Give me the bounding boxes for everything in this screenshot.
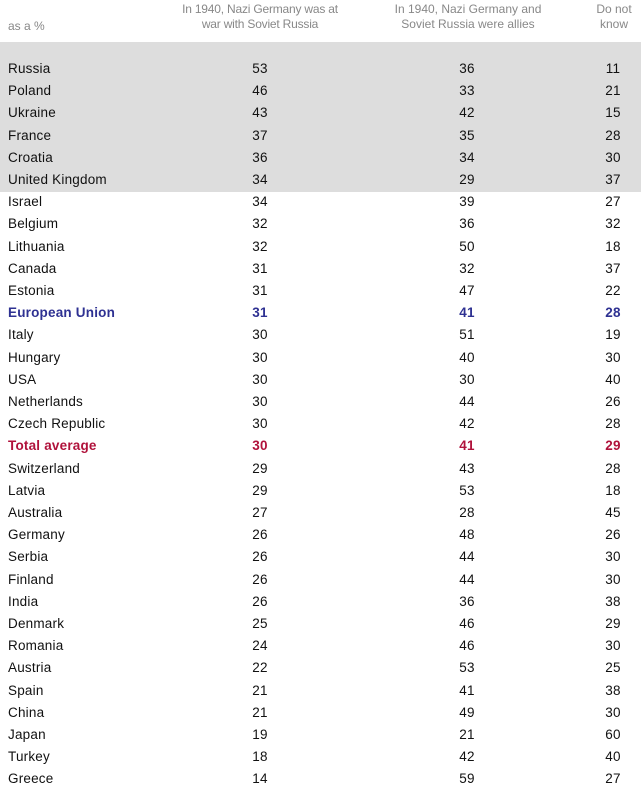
table-row xyxy=(0,302,641,324)
row-label: Turkey xyxy=(8,749,50,765)
value-at-war: 31 xyxy=(252,260,268,276)
value-allies: 42 xyxy=(459,105,475,121)
value-do-not-know: 45 xyxy=(605,505,621,520)
row-label: Lithuania xyxy=(8,238,65,254)
value-at-war: 30 xyxy=(252,371,268,387)
value-allies: 29 xyxy=(459,172,475,187)
value-do-not-know: 30 xyxy=(605,149,621,165)
row-label: Serbia xyxy=(8,549,49,565)
row-label: Netherlands xyxy=(8,394,83,409)
row-label: United Kingdom xyxy=(8,172,107,187)
table-row xyxy=(0,102,641,124)
value-allies: 44 xyxy=(459,571,475,587)
row-label: Finland xyxy=(8,571,54,587)
column-header-allies: In 1940, Nazi Germany and Soviet Russia were allies xyxy=(394,2,542,31)
value-do-not-know: 19 xyxy=(605,327,621,343)
row-label: Greece xyxy=(8,771,54,787)
value-allies: 32 xyxy=(459,260,475,276)
value-allies: 44 xyxy=(459,394,475,409)
row-label: India xyxy=(8,593,39,609)
table-row xyxy=(0,391,641,413)
table-row xyxy=(0,524,641,546)
value-allies: 47 xyxy=(459,283,475,298)
table-row xyxy=(0,169,641,191)
value-at-war: 53 xyxy=(252,61,268,76)
row-label: Switzerland xyxy=(8,460,80,476)
table-row xyxy=(0,58,641,80)
value-do-not-know: 28 xyxy=(605,460,621,476)
value-at-war: 34 xyxy=(252,172,268,187)
value-do-not-know: 30 xyxy=(605,349,621,365)
row-label: Germany xyxy=(8,527,65,543)
value-do-not-know: 25 xyxy=(605,660,621,676)
table-row xyxy=(0,80,641,102)
table-row xyxy=(0,347,641,369)
table-row xyxy=(0,546,641,568)
value-at-war: 30 xyxy=(252,416,268,432)
value-do-not-know: 29 xyxy=(605,438,621,454)
value-allies: 34 xyxy=(459,149,475,165)
value-allies: 46 xyxy=(459,616,475,631)
value-allies: 33 xyxy=(459,83,475,99)
column-header-do-not-know: Do not know xyxy=(596,2,632,31)
row-label: Italy xyxy=(8,327,34,343)
row-label: Australia xyxy=(8,505,63,520)
value-allies: 21 xyxy=(459,727,475,742)
value-at-war: 26 xyxy=(252,593,268,609)
value-at-war: 29 xyxy=(252,460,268,476)
value-do-not-know: 18 xyxy=(605,238,621,254)
row-label: Japan xyxy=(8,727,46,742)
table-row xyxy=(0,458,641,480)
table-row xyxy=(0,569,641,591)
value-allies: 41 xyxy=(459,438,475,454)
value-at-war: 30 xyxy=(252,394,268,409)
value-allies: 51 xyxy=(459,327,475,343)
value-at-war: 18 xyxy=(252,749,268,765)
table-row xyxy=(0,657,641,679)
value-allies: 35 xyxy=(459,127,475,143)
value-do-not-know: 29 xyxy=(605,616,621,631)
value-do-not-know: 40 xyxy=(605,749,621,765)
row-label: Romania xyxy=(8,638,64,654)
value-at-war: 30 xyxy=(252,438,268,454)
value-at-war: 25 xyxy=(252,616,268,631)
row-label: Spain xyxy=(8,682,44,698)
value-do-not-know: 26 xyxy=(605,394,621,409)
value-at-war: 22 xyxy=(252,660,268,676)
value-allies: 41 xyxy=(459,305,475,321)
value-do-not-know: 37 xyxy=(605,260,621,276)
value-at-war: 21 xyxy=(252,682,268,698)
row-label: Ukraine xyxy=(8,105,56,121)
table-row xyxy=(0,746,641,768)
value-at-war: 26 xyxy=(252,571,268,587)
table-row xyxy=(0,435,641,457)
value-at-war: 21 xyxy=(252,704,268,720)
table-row xyxy=(0,724,641,746)
value-do-not-know: 28 xyxy=(605,416,621,432)
value-allies: 39 xyxy=(459,194,475,210)
value-at-war: 34 xyxy=(252,194,268,210)
value-allies: 42 xyxy=(459,749,475,765)
value-at-war: 24 xyxy=(252,638,268,654)
row-label: Latvia xyxy=(8,482,46,498)
value-do-not-know: 26 xyxy=(605,527,621,543)
value-do-not-know: 27 xyxy=(605,771,621,787)
value-do-not-know: 30 xyxy=(605,638,621,654)
value-at-war: 29 xyxy=(252,482,268,498)
row-label: China xyxy=(8,704,45,720)
table-row xyxy=(0,236,641,258)
row-label: France xyxy=(8,127,52,143)
value-allies: 36 xyxy=(459,593,475,609)
value-at-war: 27 xyxy=(252,505,268,520)
value-allies: 36 xyxy=(459,61,475,76)
row-label: Russia xyxy=(8,61,51,76)
value-allies: 28 xyxy=(459,505,475,520)
table-row xyxy=(0,125,641,147)
table-row xyxy=(0,768,641,790)
table-row xyxy=(0,613,641,635)
value-at-war: 30 xyxy=(252,349,268,365)
value-do-not-know: 30 xyxy=(605,571,621,587)
value-do-not-know: 27 xyxy=(605,194,621,210)
table-row xyxy=(0,635,641,657)
value-do-not-know: 21 xyxy=(605,83,621,99)
value-allies: 53 xyxy=(459,660,475,676)
value-at-war: 30 xyxy=(252,327,268,343)
value-do-not-know: 32 xyxy=(605,216,621,232)
table-row xyxy=(0,258,641,280)
row-label: Poland xyxy=(8,83,52,99)
unit-label: as a % xyxy=(8,19,45,33)
table-header xyxy=(0,0,641,42)
table-row xyxy=(0,680,641,702)
value-do-not-know: 22 xyxy=(605,283,621,298)
value-do-not-know: 28 xyxy=(605,305,621,321)
value-allies: 42 xyxy=(459,416,475,432)
row-label: Estonia xyxy=(8,283,55,298)
value-do-not-know: 60 xyxy=(605,727,621,742)
table-row xyxy=(0,480,641,502)
value-allies: 59 xyxy=(459,771,475,787)
table-row xyxy=(0,213,641,235)
value-at-war: 14 xyxy=(252,771,268,787)
value-at-war: 46 xyxy=(252,83,268,99)
row-label: Canada xyxy=(8,260,57,276)
value-at-war: 26 xyxy=(252,527,268,543)
table-row xyxy=(0,591,641,613)
row-label: Czech Republic xyxy=(8,416,106,432)
value-at-war: 32 xyxy=(252,216,268,232)
value-allies: 40 xyxy=(459,349,475,365)
value-allies: 30 xyxy=(459,371,475,387)
value-at-war: 37 xyxy=(252,127,268,143)
table-row xyxy=(0,280,641,302)
value-allies: 44 xyxy=(459,549,475,565)
table-row xyxy=(0,147,641,169)
value-do-not-know: 38 xyxy=(605,593,621,609)
value-at-war: 31 xyxy=(252,305,268,321)
value-do-not-know: 38 xyxy=(605,682,621,698)
table-row xyxy=(0,324,641,346)
value-allies: 43 xyxy=(459,460,475,476)
row-label: Belgium xyxy=(8,216,59,232)
value-do-not-know: 30 xyxy=(605,704,621,720)
value-allies: 49 xyxy=(459,704,475,720)
value-do-not-know: 11 xyxy=(605,61,621,76)
value-allies: 53 xyxy=(459,482,475,498)
value-do-not-know: 40 xyxy=(605,371,621,387)
value-allies: 50 xyxy=(459,238,475,254)
value-at-war: 43 xyxy=(252,105,268,121)
value-at-war: 26 xyxy=(252,549,268,565)
value-at-war: 32 xyxy=(252,238,268,254)
value-do-not-know: 30 xyxy=(605,549,621,565)
row-label: Total average xyxy=(8,438,97,454)
value-do-not-know: 28 xyxy=(605,127,621,143)
table-row xyxy=(0,702,641,724)
table-row xyxy=(0,502,641,524)
row-label: Croatia xyxy=(8,149,53,165)
row-label: Israel xyxy=(8,194,43,210)
row-label: Hungary xyxy=(8,349,61,365)
value-allies: 36 xyxy=(459,216,475,232)
table-row xyxy=(0,191,641,213)
value-allies: 48 xyxy=(459,527,475,543)
table-row xyxy=(0,369,641,391)
row-label: Denmark xyxy=(8,616,65,631)
row-label: Austria xyxy=(8,660,52,676)
row-label: USA xyxy=(8,371,37,387)
value-at-war: 31 xyxy=(252,283,268,298)
row-label: European Union xyxy=(8,305,116,321)
table-row xyxy=(0,413,641,435)
value-at-war: 19 xyxy=(252,727,268,742)
column-header-at-war: In 1940, Nazi Germany was at war with Soviet Russia xyxy=(182,2,338,31)
value-allies: 41 xyxy=(459,682,475,698)
value-allies: 46 xyxy=(459,638,475,654)
value-do-not-know: 37 xyxy=(605,172,621,187)
value-do-not-know: 18 xyxy=(605,482,621,498)
value-do-not-know: 15 xyxy=(605,105,621,121)
value-at-war: 36 xyxy=(252,149,268,165)
